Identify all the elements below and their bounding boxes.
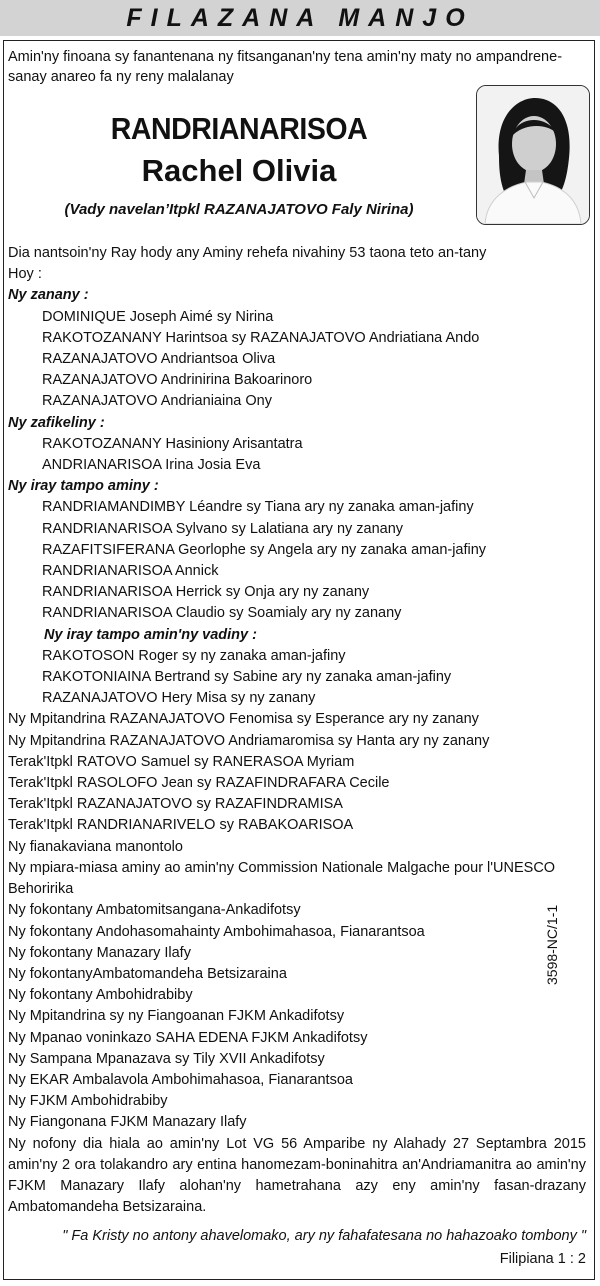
list-item: RANDRIANARISOA Claudio sy Soamialy ary ny zanany (42, 605, 402, 622)
notice-line: Dia nantsoin'ny Ray hody any Aminy rehefa nivahiny 53 taona teto an-tany (8, 245, 487, 261)
other-line: Ny Mpanao voninkazo SAHA EDENA FJKM Ankadifotsy (8, 1029, 368, 1046)
list-item: RAKOTOZANANY Hasiniony Arisantatra (42, 435, 303, 452)
list-item: RAKOTONIAINA Bertrand sy Sabine ary ny zanaka aman-jafiny (42, 669, 452, 686)
section-title: Ny iray tampo aminy : (8, 478, 159, 495)
other-line: Ny Mpitandrina sy ny Fiangoanan FJKM Ankadifotsy (8, 1008, 345, 1025)
other-line: Terak'Itpkl RASOLOFO Jean sy RAZAFINDRAFARA Cecile (8, 775, 390, 792)
list-item: RAZANAJATOVO Andrianiaina Ony (42, 393, 272, 410)
notice-title: FILAZANA MANJO (126, 3, 474, 32)
list-item: RAZANAJATOVO Andriantsoa Oliva (42, 351, 276, 368)
list-item: RANDRIAMANDIMBY Léandre sy Tiana ary ny zanaka aman-jafiny (42, 499, 474, 516)
other-line: Ny Mpitandrina RAZANAJATOVO Andriamaromisa sy Hanta ary ny zanany (8, 732, 490, 749)
list-item: RANDRIANARISOA Sylvano sy Lalatiana ary ny zanany (42, 520, 404, 537)
other-line: Ny mpiara-miasa aminy ao amin'ny Commission Nationale Malgache pour l'UNESCO Behoririka (8, 859, 556, 898)
notice-body (8, 243, 586, 1218)
list-item: RAZAFITSIFERANA Georlophe sy Angela ary ny zanaka aman-jafiny (42, 541, 487, 558)
section-title: Ny iray tampo amin'ny vadiny : (44, 626, 257, 643)
widow-of-line: (Vady navelan’Itpkl RAZANAJATOVO Faly Nirina) (64, 201, 414, 218)
notice-line: Hoy : (8, 266, 42, 283)
verse-reference: Filipiana 1 : 2 (499, 1251, 586, 1267)
ad-code: 3598-NC/1-1 (544, 904, 560, 985)
funeral-details: Ny nofony dia hiala ao amin'ny Lot VG 56 Amparibe ny Alahady 27 Septambra 2015 amin'ny 2 ora tolakandro ary entina hanomezam-boninahitra an'Andriamanitra ao amin'ny FJKM Manazary Ilafy alohan'ny hametrahana azy eny amin'ny fasan-drazany Ambatomandeha Betsizaraina. (8, 1135, 586, 1216)
other-line: Ny Mpitandrina RAZANAJATOVO Fenomisa sy Esperance ary ny zanany (8, 711, 479, 728)
notice-header (0, 0, 600, 36)
other-line: Terak'Itpkl RATOVO Samuel sy RANERASOA Myriam (8, 753, 355, 770)
other-line: Ny fokontany Manazary Ilafy (8, 944, 191, 961)
list-item: RAZANAJATOVO Hery Misa sy ny zanany (42, 690, 316, 707)
intro-text: Amin'ny finoana sy fanantenana ny fitsanganan'ny tena amin'ny maty no ampandrene-sanay anareo fa ny reny malalanay (8, 49, 563, 85)
other-line: Ny fokontany Ambohidrabiby (8, 987, 193, 1004)
other-line: Ny fokontanyAmbatomandeha Betsizaraina (8, 965, 287, 982)
other-line: Ny fianakaviana manontolo (8, 838, 183, 855)
other-line: Ny fokontany Andohasomahainty Ambohimahasoa, Fianarantsoa (8, 923, 425, 940)
section-title: Ny zanany : (8, 287, 89, 304)
other-line: Ny EKAR Ambalavola Ambohimahasoa, Fianarantsoa (8, 1071, 353, 1088)
bible-verse: " Fa Kristy no antony ahavelomako, ary ny fahafatesana no hahazoako tombony " (62, 1228, 586, 1244)
list-item: DOMINIQUE Joseph Aimé sy Nirina (42, 308, 274, 325)
deceased-given-names: Rachel Olivia (141, 153, 337, 188)
other-line: Terak'Itpkl RAZANAJATOVO sy RAZAFINDRAMISA (8, 796, 343, 813)
portrait-image (477, 86, 589, 224)
list-item: RAKOTOSON Roger sy ny zanaka aman-jafiny (42, 647, 346, 664)
other-line: Ny Sampana Mpanazava sy Tily XVII Ankadifotsy (8, 1050, 325, 1067)
deceased-surname: RANDRIANARISOA (110, 111, 368, 146)
list-item: RANDRIANARISOA Herrick sy Onja ary ny zanany (42, 584, 370, 601)
portrait-photo (476, 85, 590, 225)
list-item: ANDRIANARISOA Irina Josia Eva (42, 457, 261, 474)
list-item: RANDRIANARISOA Annick (42, 563, 219, 580)
list-item: RAZANAJATOVO Andrinirina Bakoarinoro (42, 372, 313, 389)
other-line: Ny fokontany Ambatomitsangana-Ankadifotsy (8, 902, 301, 919)
notice-frame (3, 40, 595, 1280)
other-line: Terak'Itpkl RANDRIANARIVELO sy RABAKOARISOA (8, 817, 354, 834)
section-title: Ny zafikeliny : (8, 414, 105, 431)
other-line: Ny Fiangonana FJKM Manazary Ilafy (8, 1114, 247, 1131)
list-item: RAKOTOZANANY Harintsoa sy RAZANAJATOVO Andriatiana Ando (42, 329, 480, 346)
other-line: Ny FJKM Ambohidrabiby (8, 1093, 168, 1110)
